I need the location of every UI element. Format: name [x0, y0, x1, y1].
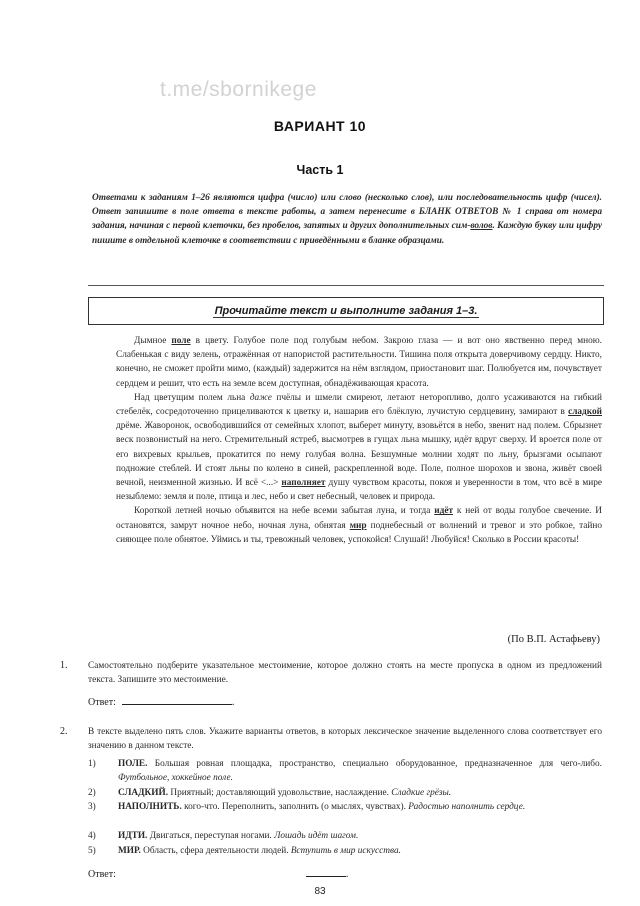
highlighted-word: идёт — [434, 506, 454, 517]
answer-end: . — [231, 697, 235, 708]
text-span: Короткой летней ночью объявится на небе всеми забытая луна, и тогда — [134, 506, 435, 517]
option-example: Вступить в мир искусства. — [290, 846, 401, 856]
option-number: 2) — [88, 788, 96, 798]
variant-title: ВАРИАНТ 10 — [273, 118, 367, 134]
highlighted-word: поле — [171, 336, 191, 346]
option-definition: Большая ровная площадка, пространство, специально оборудованное, предназначенное для чего-либо. — [147, 759, 602, 769]
highlighted-word: сладкой — [568, 407, 602, 418]
watermark: t.me/sbornikege — [160, 78, 317, 101]
instructions-text-b: . Каждую букву или цифру пишите в отдельной клеточке в соответствии с приведёнными в бланке образцами. — [92, 221, 602, 246]
italic-word: даже — [249, 392, 272, 403]
task-2-number: 2. — [60, 726, 68, 737]
text-span: дрёме. Жаворонок, освободившийся от семейных хлопот, выберет минуту, взовьётся в небо, звенит над полем. Сбрызнет веск позвонистый на него. Стремительный ястреб, высмотрев в гущах льна мышку, идёт вдруг сверху. И вроется поле от его вихревых крыльев, прокатится по нему голубая волна. Безшумные молнии ходят по льну, брызгами осыпают подножие стеблей. И стоят льны по колено в синей, раскрепленной воде. Поле, полное шорохов и звона, живёт своей вечной, неизменной жизнью. И всё <...> — [116, 421, 602, 489]
text-paragraph — [116, 504, 602, 547]
instructions — [92, 191, 602, 248]
task-2-option — [88, 829, 602, 843]
text-span: к ней от воды голубое свечение. И остановятся, замрут ночное небо, ночная луна, обнятая — [116, 506, 602, 531]
answer-blank[interactable] — [122, 695, 232, 705]
task-1-answer — [88, 695, 234, 708]
option-number: 3) — [88, 802, 96, 812]
text-span: Над цветущим полем льна — [134, 392, 250, 403]
option-word: СЛАДКИЙ. — [118, 788, 169, 798]
task-2-answer — [88, 867, 348, 880]
text-span: Дымное — [134, 336, 172, 346]
option-word: ПОЛЕ. — [118, 759, 148, 769]
option-definition: Приятный; доставляющий удовольствие, наслаждение. — [168, 788, 392, 798]
text-span: душу чувством красоты, покоя и уверенности в том, что всё в мире незыблемо: земля и поле, птица и лес, небо и свет небесный, человек и природа. — [116, 478, 603, 503]
instructions-text-a: Ответами к заданиям 1–26 являются цифра (число) или слово (несколько слов), или последовательность цифр (чисел). Ответ запишите в поле ответа в тексте работы, а затем перенесите в БЛАНК ОТВЕТОВ № 1 справа от номера задания, начиная с первой клеточки, без пробелов, запятых и других дополнительных сим- — [92, 193, 602, 232]
option-example: Лошадь идёт шагом. — [274, 831, 359, 841]
option-number: 1) — [88, 759, 96, 769]
option-example: Футбольное, хоккейное поле. — [118, 773, 233, 784]
task-2-option — [88, 757, 602, 785]
text-span: пчёлы и шмели смиреют, летают неторопливо, долго усаживаются на гибкий стебелёк, сосредоточенно прицеливаются к цветку и, нашарив его блёклую, лучистую сердцевину, замирают в — [116, 392, 602, 418]
option-number: 5) — [88, 846, 96, 856]
option-word: НАПОЛНИТЬ. — [118, 802, 182, 812]
text-span: в цвету. Голубое поле под голубым небом. Закрою глаза — и вот оно явственно перед мною. Слабенькая с виду зелень, отражённая от напористой растительности. Тишина поля открыта доверчивому сердцу. Никто, конечно, не сможет пройти мимо, (каждый) задержится на нём взглядом, приостановит шаг. Полюбуется им, почувствует сердцем и решит, что есть на земле всем доступная, обнадёживающая красота. — [116, 336, 602, 389]
option-definition: Двигаться, переступая ногами. — [147, 831, 275, 841]
option-word: ИДТИ. — [118, 831, 148, 841]
option-example: Радостью наполнить сердце. — [408, 802, 526, 812]
part-title: Часть 1 — [296, 163, 344, 177]
text-author: (По В.П. Астафьеву) — [507, 634, 600, 645]
answer-blank[interactable] — [306, 867, 346, 877]
task-2-option — [88, 786, 602, 800]
page-number: 83 — [314, 886, 326, 897]
option-number: 4) — [88, 831, 96, 841]
instructions-underlined: волов — [470, 221, 493, 232]
option-definition: Область, сфера деятельности людей. — [140, 846, 291, 856]
text-paragraph — [116, 391, 602, 505]
text-paragraph — [116, 334, 602, 391]
option-example: Сладкие грёзы. — [391, 788, 452, 798]
option-definition: кого-что. Переполнить, заполнить (о мыслях, чувствах). — [181, 802, 409, 812]
reading-text — [116, 334, 602, 547]
answer-label: Ответ: — [88, 697, 116, 708]
task-1-text: Самостоятельно подберите указательное местоимение, которое должно стоять на месте пропуска в одном из предложений текста. Запишите это местоимение. — [88, 661, 602, 686]
answer-end: . — [345, 869, 349, 880]
read-text-box — [88, 297, 604, 325]
divider-line — [88, 285, 604, 286]
highlighted-word: наполняет — [281, 478, 326, 489]
option-word: МИР. — [118, 846, 141, 856]
task-2-option — [88, 844, 602, 858]
highlighted-word: мир — [349, 520, 367, 531]
task-1-number: 1. — [60, 660, 68, 671]
text-span: поднебесный от волнений и тревог и это робкое, тайно сияющее поле обнятое. Уймись и ты, тревожный человек, успокойся! Слушай! Любуйся! Сколько в России красоты! — [116, 520, 602, 545]
task-2-text: В тексте выделено пять слов. Укажите варианты ответов, в которых лексическое значение выделенного слова соответствует его значению в данном тексте. — [88, 727, 602, 752]
answer-label: Ответ: — [88, 869, 116, 880]
read-text-label: Прочитайте текст и выполните задания 1–3. — [214, 305, 478, 317]
task-2-option — [88, 800, 602, 814]
